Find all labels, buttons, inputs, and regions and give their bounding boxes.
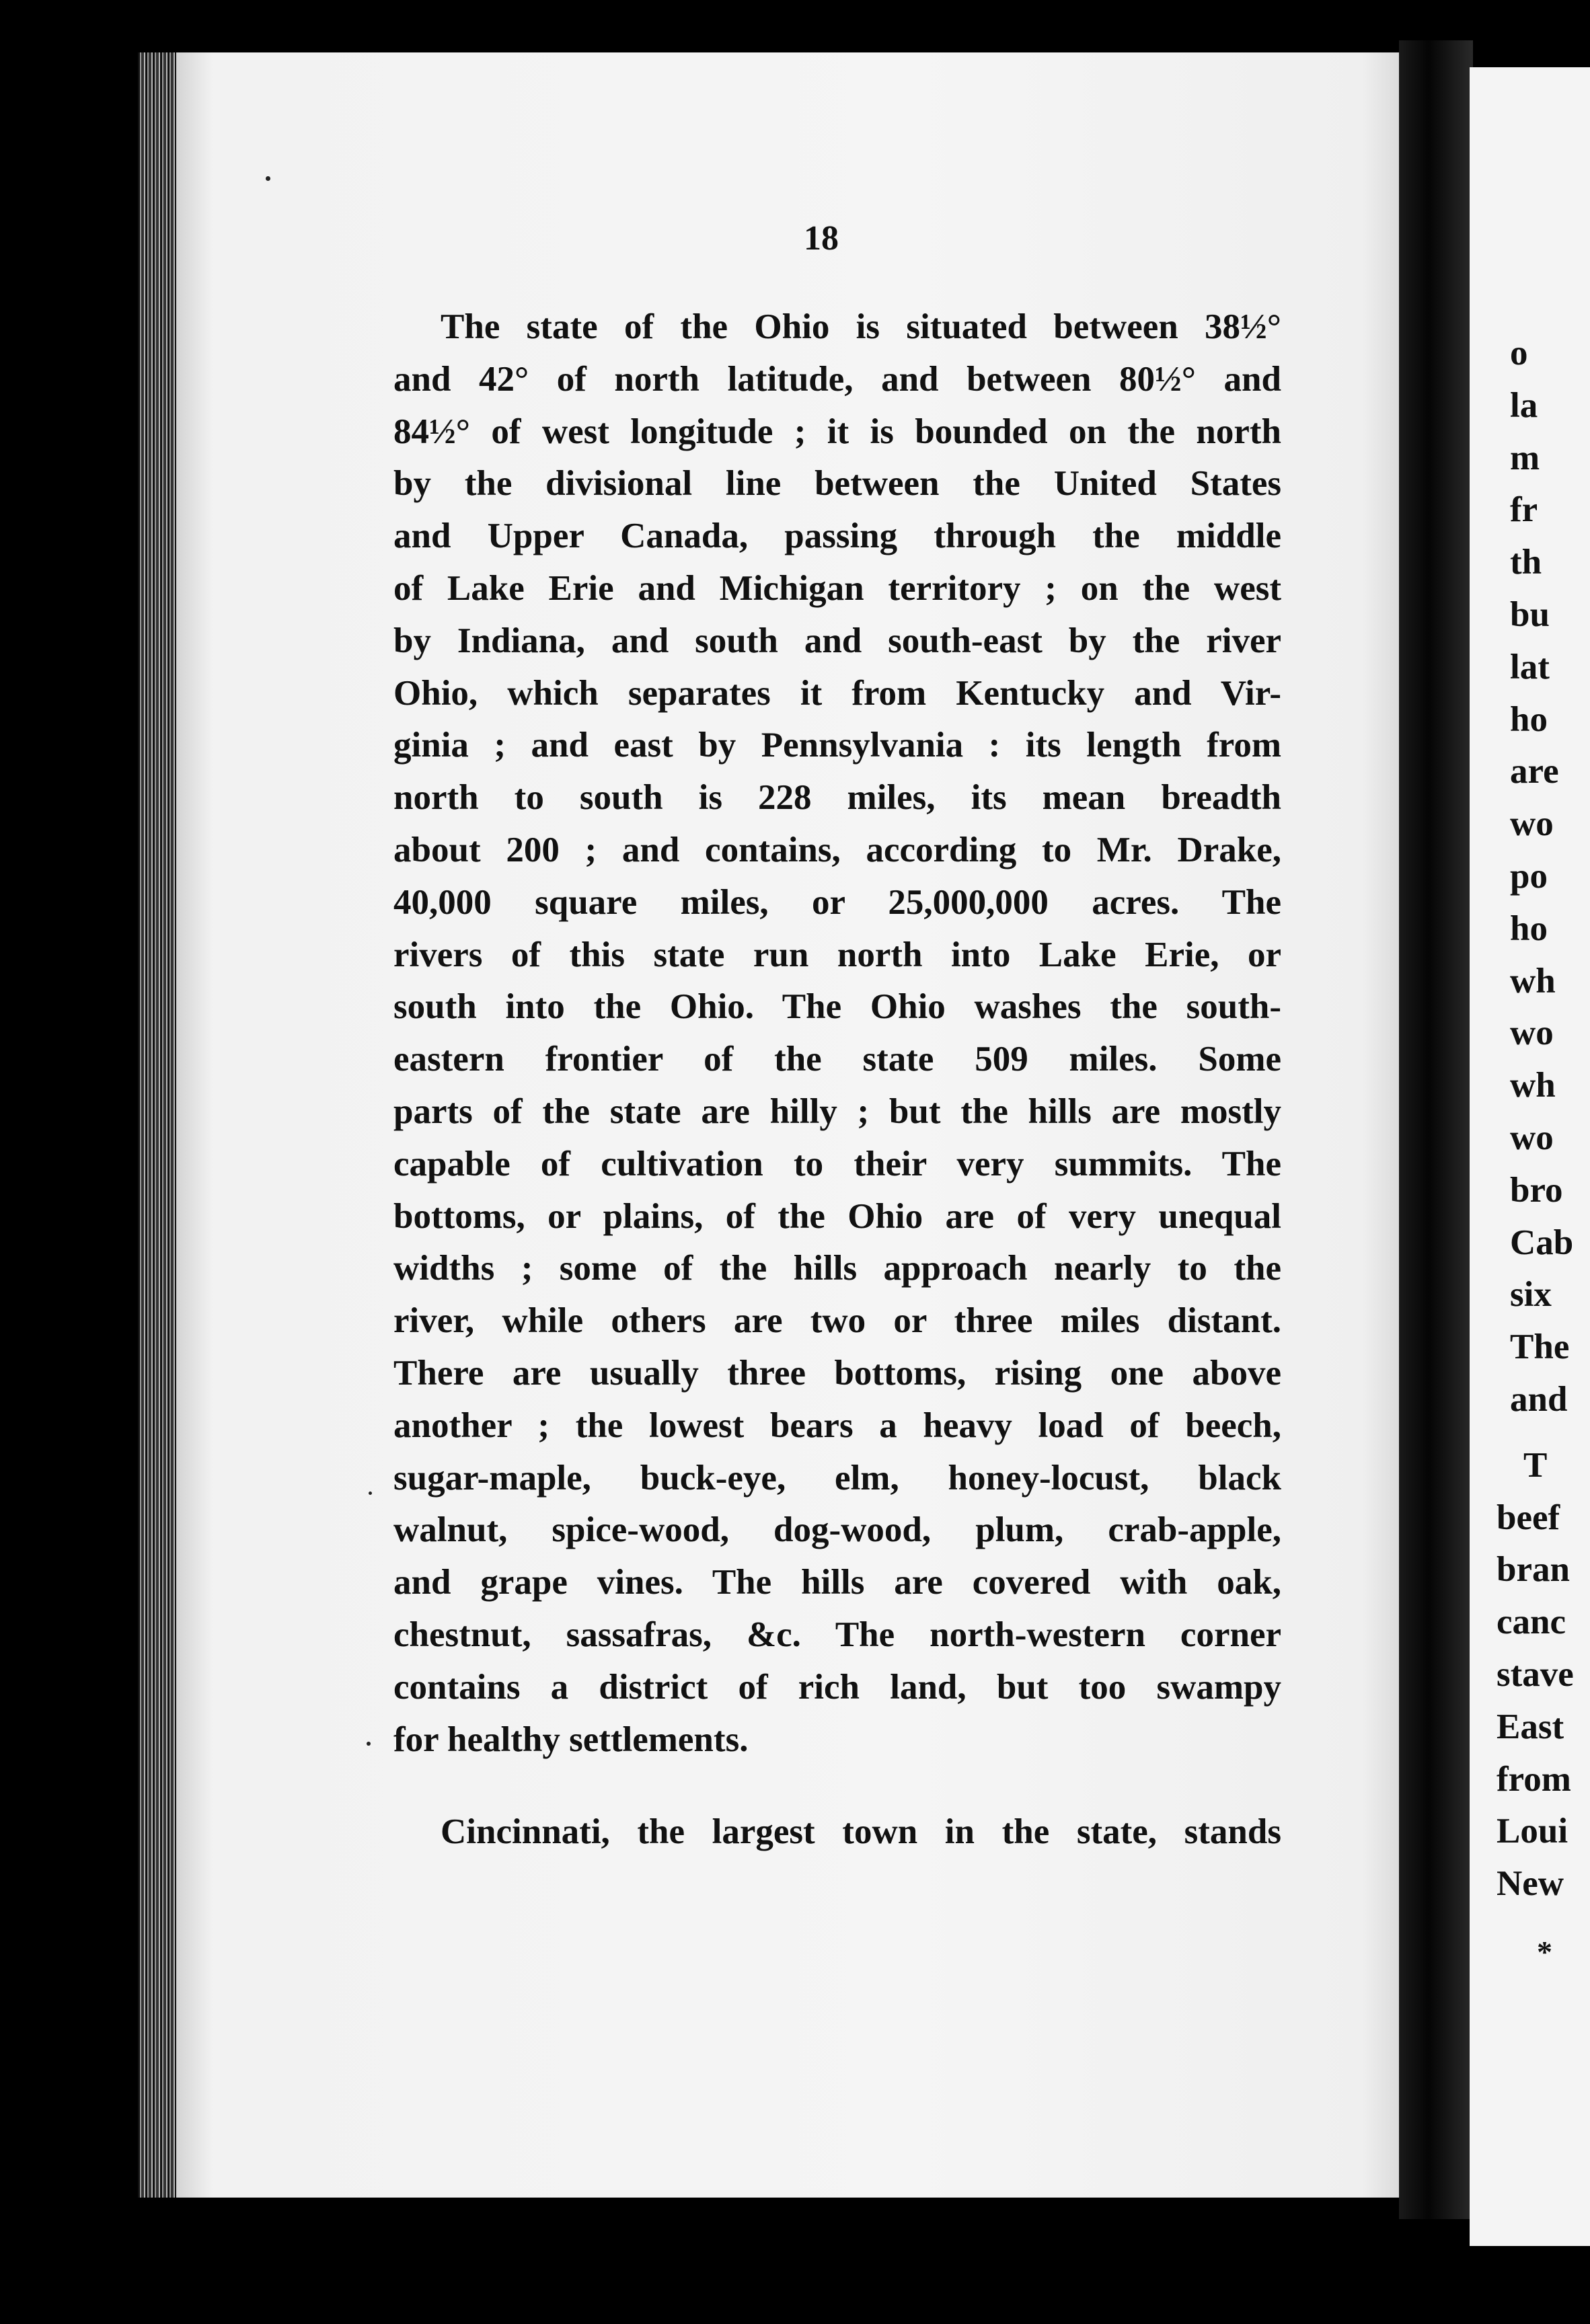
- page-edges: [138, 52, 178, 2198]
- text-line: The state of the Ohio is situated between 38½°: [441, 307, 1281, 346]
- facing-page-fragment: o: [1510, 334, 1528, 373]
- facing-page-fragment: lat: [1510, 647, 1550, 687]
- text-line: 84½° of west longitude ; it is bounded on the north: [393, 412, 1281, 451]
- scan-speck: [367, 1742, 371, 1746]
- facing-page-fragment: wo: [1510, 1118, 1554, 1157]
- facing-page-fragment: wo: [1510, 1013, 1554, 1053]
- text-line: sugar-maple, buck-eye, elm, honey-locust, black: [393, 1458, 1281, 1498]
- text-line: There are usually three bottoms, rising one above: [393, 1353, 1281, 1393]
- facing-page-fragment: *: [1537, 1934, 1552, 1969]
- facing-page-fragment: New: [1497, 1864, 1564, 1904]
- facing-page-fragment: East: [1497, 1707, 1564, 1746]
- paragraph-2: [393, 1806, 1281, 1859]
- body-text: [393, 301, 1281, 1859]
- facing-page-fragment: are: [1510, 752, 1559, 791]
- scan-speck: [369, 1492, 372, 1495]
- text-line: capable of cultivation to their very summits. The: [393, 1144, 1281, 1184]
- text-line: for healthy settlements.: [393, 1719, 749, 1759]
- text-line: and grape vines. The hills are covered with oak,: [393, 1563, 1281, 1602]
- facing-page-fragment: and: [1510, 1380, 1568, 1419]
- facing-page-fragment: wo: [1510, 804, 1554, 844]
- text-line: ginia ; and east by Pennsylvania : its length from: [393, 726, 1281, 765]
- facing-page-fragment: beef: [1497, 1498, 1560, 1537]
- text-line: by Indiana, and south and south-east by the river: [393, 621, 1281, 660]
- text-line: widths ; some of the hills approach nearly to the: [393, 1249, 1281, 1288]
- text-line: and Upper Canada, passing through the middle: [393, 516, 1281, 556]
- facing-page-fragment: stave: [1497, 1655, 1574, 1694]
- text-line: Cincinnati, the largest town in the state, stands: [441, 1812, 1281, 1852]
- text-line: rivers of this state run north into Lake Erie, or: [393, 935, 1281, 974]
- facing-page-fragment: from: [1497, 1759, 1571, 1799]
- text-line: by the divisional line between the United States: [393, 464, 1281, 504]
- facing-page-fragment: fr: [1510, 490, 1538, 530]
- text-line: river, while others are two or three miles distant.: [393, 1301, 1281, 1341]
- text-line: of Lake Erie and Michigan territory ; on the west: [393, 568, 1281, 608]
- facing-page-fragment: th: [1510, 543, 1542, 582]
- text-line: and 42° of north latitude, and between 80½° and: [393, 359, 1281, 399]
- facing-page-fragment: po: [1510, 857, 1548, 896]
- facing-page-fragment: ho: [1510, 699, 1548, 739]
- facing-page-fragment: The: [1510, 1327, 1570, 1367]
- facing-page: [1470, 67, 1590, 2246]
- facing-page-fragment: six: [1510, 1275, 1552, 1315]
- facing-page-fragment: T: [1523, 1445, 1548, 1485]
- text-line: about 200 ; and contains, according to Mr. Drake,: [393, 830, 1281, 869]
- facing-page-fragment: bro: [1510, 1170, 1563, 1210]
- text-line: Ohio, which separates it from Kentucky and Vir-: [393, 673, 1281, 713]
- text-line: 40,000 square miles, or 25,000,000 acres. The: [393, 882, 1281, 922]
- text-line: eastern frontier of the state 509 miles. Some: [393, 1040, 1281, 1079]
- text-line: walnut, spice-wood, dog-wood, plum, crab-apple,: [393, 1510, 1281, 1550]
- text-line: parts of the state are hilly ; but the hills are mostly: [393, 1091, 1281, 1131]
- text-line: chestnut, sassafras, &c. The north-western corner: [393, 1615, 1281, 1654]
- text-line: another ; the lowest bears a heavy load of beech,: [393, 1405, 1281, 1445]
- text-line: north to south is 228 miles, its mean breadth: [393, 778, 1281, 818]
- page-number: 18: [804, 219, 839, 258]
- facing-page-fragment: wh: [1510, 1066, 1556, 1106]
- facing-page-fragment: Loui: [1497, 1812, 1568, 1851]
- facing-page-fragment: la: [1510, 385, 1538, 425]
- text-line: south into the Ohio. The Ohio washes the south-: [393, 987, 1281, 1027]
- facing-page-fragment: Cab: [1510, 1223, 1574, 1262]
- book-gutter: [1399, 40, 1473, 2219]
- paragraph-1: [393, 301, 1281, 1766]
- text-line: contains a district of rich land, but too swampy: [393, 1667, 1281, 1707]
- facing-page-fragment: bu: [1510, 595, 1550, 634]
- facing-page-fragment: ho: [1510, 908, 1548, 948]
- text-line: bottoms, or plains, of the Ohio are of very unequal: [393, 1196, 1281, 1236]
- facing-page-fragment: wh: [1510, 961, 1556, 1001]
- facing-page-fragment: m: [1510, 438, 1540, 477]
- scan-speck: [266, 176, 270, 181]
- facing-page-fragment: bran: [1497, 1550, 1570, 1590]
- facing-page-fragment: canc: [1497, 1602, 1566, 1642]
